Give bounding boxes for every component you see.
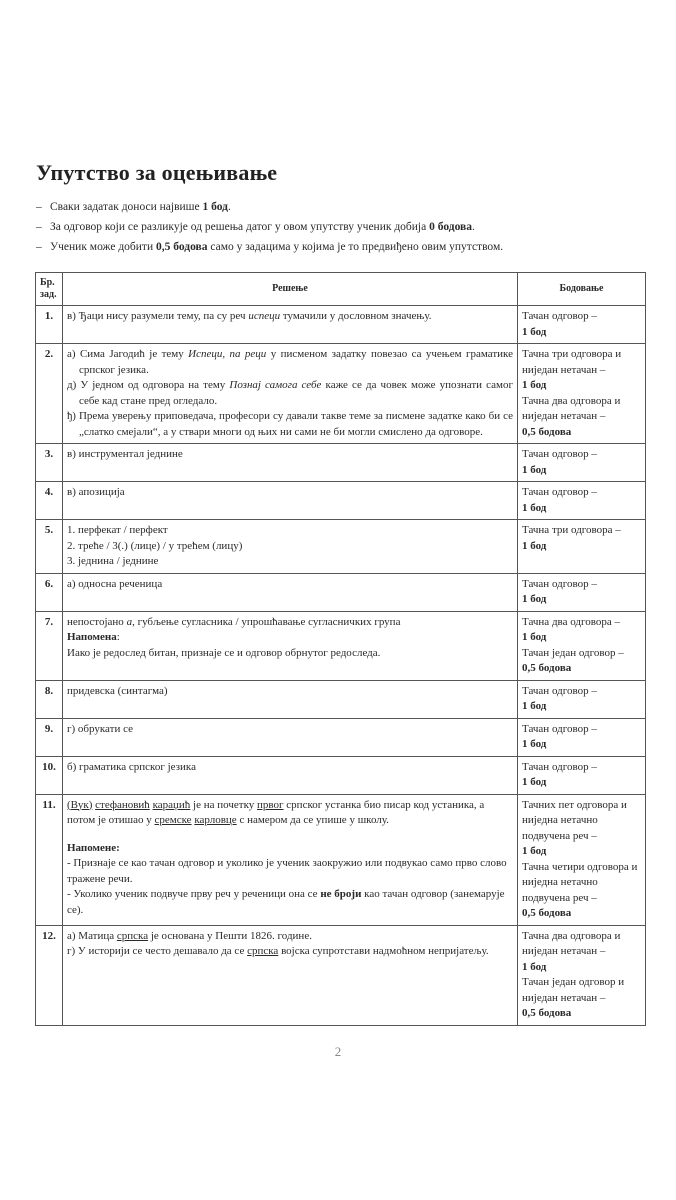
table-row [36, 444, 646, 482]
table-row [36, 611, 646, 680]
answer-key-table [35, 272, 646, 1026]
scoring-cell: Тачна два одговора – 1 бод Тачан један одговор – 0,5 бодова [518, 611, 646, 680]
solution-cell: а) Сима Јагодић је тему Испеци, па реци у писменом задатку повезао са учењем граматике српског језика. д) У једном од одговора на тему Познај самога себе каже се да човек може упознати самог себе кад стане пред огледало. ђ) Према уверењу приповедача, професори су давали такве теме за писмене задатке како би се „слатко смејали“, а у ствари многи од њих ни сами не би могли смислено да одговоре. [63, 344, 518, 444]
table-row [36, 482, 646, 520]
rule-item: – Ученик може добити 0,5 бодова само у задацима у којима је то предвиђено овим упутством. [36, 241, 504, 253]
task-number: 3. [36, 444, 63, 482]
solution-cell: г) обрукати се [63, 718, 518, 756]
table-row [36, 794, 646, 925]
solution-cell: (Вук) стефановић караџић је на почетку првог српског устанка био писар код устаника, а потом је отишао у сремске карловце с намером да се упише у школу. Напомене: - Признаје се као тачан одговор и уколико је ученик заокружио или подвукао само прво слово тражене речи. - Уколико ученик подвуче прву реч у реченици она се не броји као тачан одговор (занемарује се). [63, 794, 518, 925]
page-number: 2 [334, 1044, 342, 1059]
scoring-cell: Тачна три одговора и ниједан нетачан – 1 бод Тачна два одговора и ниједан нетачан – 0,5 бодова [518, 344, 646, 444]
solution-cell: а) Матица српска је основана у Пешти 1826. године. г) У историји се често дешавало да се српска војска супротстави надмоћном непријатељу. [63, 925, 518, 1025]
solution-cell: б) граматика српског језика [63, 756, 518, 794]
table-row [36, 680, 646, 718]
note-label: Напомена [67, 631, 117, 643]
solution-cell: в) апозиција [63, 482, 518, 520]
solution-cell: придевска (синтагма) [63, 680, 518, 718]
table-row [36, 573, 646, 611]
rule-item: – За одговор који се разликује од решења датог у овом упутству ученик добија 0 бодова. [36, 221, 475, 233]
table-row [36, 520, 646, 574]
task-number: 2. [36, 344, 63, 444]
page-title: Упутство за оцењивање [36, 160, 278, 185]
task-number: 11. [36, 794, 63, 925]
scoring-cell: Тачан одговор – 1 бод [518, 718, 646, 756]
task-number: 1. [36, 306, 63, 344]
table-row [36, 925, 646, 1025]
task-number: 5. [36, 520, 63, 574]
solution-cell: непостојано а, губљење сугласника / упрошћавање сугласничких група Напомена: Иако је редослед битан, признаје се и одговор обрнутог редоследа. [63, 611, 518, 680]
task-number: 10. [36, 756, 63, 794]
scoring-cell: Тачна два одговора и ниједан нетачан – 1 бод Тачан један одговор и ниједан нетачан – 0,5 бодова [518, 925, 646, 1025]
task-number: 4. [36, 482, 63, 520]
solution-cell: а) односна реченица [63, 573, 518, 611]
task-number: 6. [36, 573, 63, 611]
header-solution: Решење [63, 273, 518, 306]
solution-cell: в) инструментал једнине [63, 444, 518, 482]
header-task-number: Бр. зад. [36, 273, 63, 306]
scoring-cell: Тачна три одговора – 1 бод [518, 520, 646, 574]
task-number: 8. [36, 680, 63, 718]
solution-cell: в) Ђаци нису разумели тему, па су реч испеци тумачили у дословном значењу. [63, 306, 518, 344]
header-scoring: Бодовање [518, 273, 646, 306]
grading-rules-list [36, 197, 646, 257]
table-row [36, 756, 646, 794]
scoring-cell: Тачан одговор – 1 бод [518, 444, 646, 482]
task-number: 9. [36, 718, 63, 756]
scoring-cell: Тачан одговор – 1 бод [518, 680, 646, 718]
table-row [36, 306, 646, 344]
scoring-cell: Тачних пет одговора и ниједна нетачно подвучена реч – 1 бод Тачна четири одговора и ниједна нетачно подвучена реч – 0,5 бодова [518, 794, 646, 925]
scoring-cell: Тачан одговор – 1 бод [518, 482, 646, 520]
task-number: 7. [36, 611, 63, 680]
table-header-row [36, 273, 646, 306]
task-number: 12. [36, 925, 63, 1025]
scoring-cell: Тачан одговор – 1 бод [518, 756, 646, 794]
solution-cell: 1. перфекат / перфект 2. треће / 3(.) (лице) / у трећем (лицу) 3. једнина / једнине [63, 520, 518, 574]
table-row [36, 344, 646, 444]
table-row [36, 718, 646, 756]
scoring-cell: Тачан одговор – 1 бод [518, 573, 646, 611]
rule-item: – Сваки задатак доноси највише 1 бод. [36, 201, 231, 213]
notes-label: Напомене: [67, 841, 120, 854]
scoring-cell: Тачан одговор – 1 бод [518, 306, 646, 344]
